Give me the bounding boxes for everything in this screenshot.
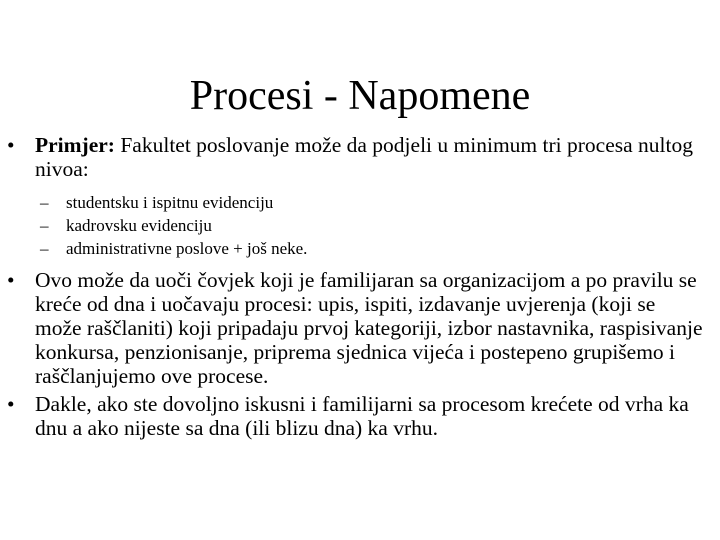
sub-item-2 [0, 214, 720, 237]
sub-item-text: studentsku i ispitnu evidenciju [66, 193, 274, 212]
bullet-list [0, 133, 720, 440]
bullet-text: Fakultet poslovanje može da podjeli u minimum tri procesa nultog nivoa: [35, 133, 693, 181]
sub-item-text: kadrovsku evidenciju [66, 216, 212, 235]
bullet-icon: • [7, 268, 15, 292]
dash-icon: – [40, 239, 49, 258]
bullet-text: Ovo može da uoči čovjek koji je familijaran sa organizacijom a po pravilu se kreće od dna i uočavaju procesi: upis, ispiti, izdavanje uvjerenja (koji se može raščlaniti) koji pripadaju prvoj kategoriji, izbor nastavnika, raspisivanje konkursa, penzionisanje, priprema sjednica vijeća i postepeno grupišemo i raščlanjujemo ove procese. [35, 268, 703, 388]
sub-list [0, 191, 720, 260]
slide-title: Procesi - Napomene [189, 73, 531, 119]
bullet-icon: • [7, 133, 15, 157]
dash-icon: – [40, 193, 49, 212]
sub-item-1 [0, 191, 720, 214]
dash-icon: – [40, 216, 49, 235]
bullet-item-2 [0, 268, 720, 388]
sub-item-text: administrativne poslove + još neke. [66, 239, 308, 258]
bullet-icon: • [7, 392, 15, 416]
sub-item-3 [0, 237, 720, 260]
bullet-item-3 [0, 392, 720, 440]
bullet-item-1 [0, 133, 720, 181]
bullet-lead: Primjer: [35, 133, 115, 157]
bullet-text: Dakle, ako ste dovoljno iskusni i familijarni sa procesom krećete od vrha ka dnu a ako nijeste sa dna (ili blizu dna) ka vrhu. [35, 392, 689, 440]
